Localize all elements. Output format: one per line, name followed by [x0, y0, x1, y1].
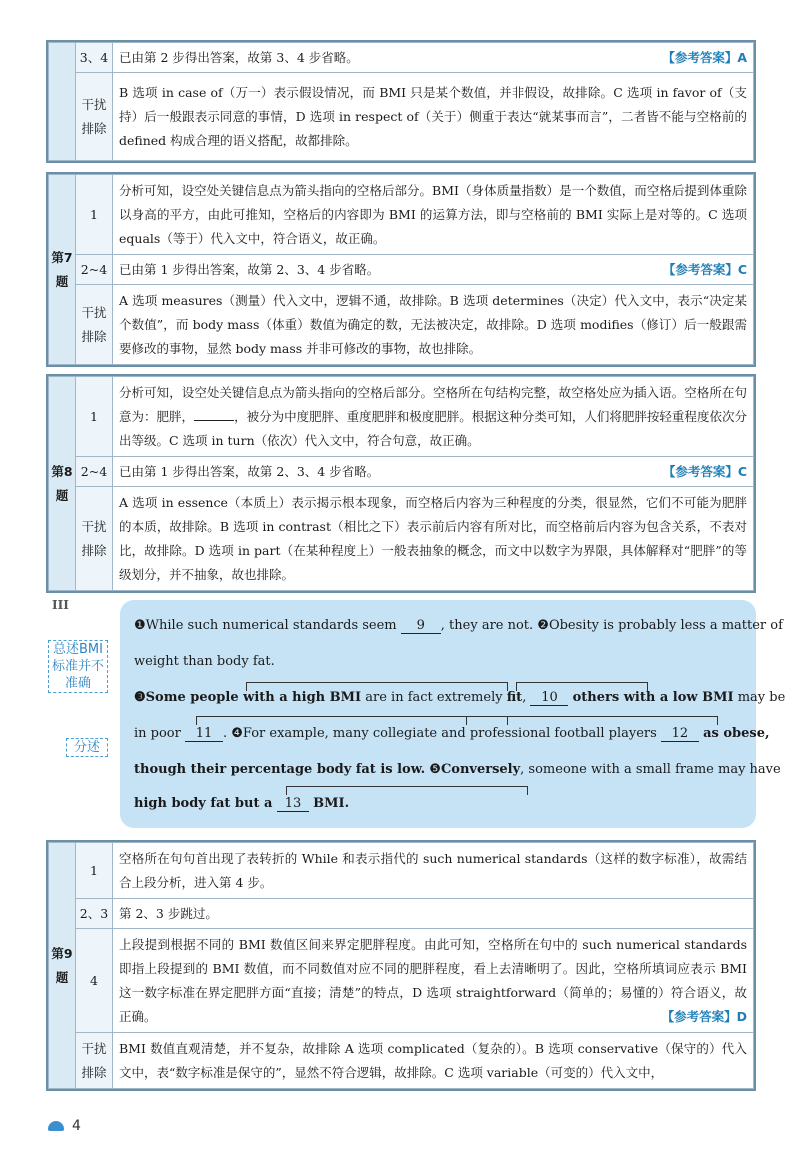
blank-11: 11	[185, 726, 223, 742]
step-text: 【参考答案】A 已由第 2 步得出答案，故第 3、4 步省略。	[113, 43, 754, 73]
step-label: 干扰排除	[76, 285, 113, 365]
step-label: 2~4	[76, 255, 113, 285]
step-text: 分析可知，设空处关键信息点为箭头指向的空格后部分。空格所在句结构完整，故空格处应为插入语。空格所在句意为：肥胖， ，被分为中度肥胖、重度肥胖和极度肥胖。根据这种分类可知，人们将肥胖按轻重程度依次分出等级。C 选项 in turn（依次）代入文中，符合句意，故正确。	[113, 377, 754, 457]
block-q6-tail	[46, 40, 756, 163]
step-label: 2、3	[76, 899, 113, 929]
blank-10: 10	[530, 690, 568, 706]
book-icon	[48, 1121, 64, 1131]
step-text: A 选项 measures（测量）代入文中，逻辑不通，故排除。B 选项 determines（决定）代入文中，表示“决定某个数值”，而 body mass（体重）数值为确定的数，无法被决定，故排除。D 选项 modifies（修订）后一般跟需要修改的事物，显然 body mass 并非可修改的事物，故也排除。	[113, 285, 754, 365]
step-label: 干扰排除	[76, 487, 113, 591]
question-label: 第7题	[49, 175, 76, 365]
blank-12: 12	[661, 726, 699, 742]
blank-13: 13	[277, 796, 309, 812]
step-label: 1	[76, 175, 113, 255]
step-text: 第 2、3 步跳过。	[113, 899, 754, 929]
block-q7	[46, 172, 756, 367]
step-text: BMI 数值直观清楚，并不复杂，故排除 A 选项 complicated（复杂的）。B 选项 conservative（保守的）代入文中，表“数字标准是保守的”，显然不符合逻辑，故排除。C 选项 variable（可变的）代入文中，	[113, 1033, 754, 1089]
arrow-connector	[466, 716, 718, 725]
arrow-connector	[286, 786, 528, 795]
step-label: 4	[76, 929, 113, 1033]
answer-key: 【参考答案】C	[662, 463, 747, 479]
blank-9: 9	[401, 618, 441, 634]
passage-line: high body fat but a 13 BMI.	[134, 796, 350, 811]
answer-blank	[194, 408, 234, 421]
block-q8	[46, 374, 756, 593]
passage-line: weight than body fat.	[134, 654, 275, 669]
step-text: 上段提到根据不同的 BMI 数值区间来界定肥胖程度。由此可知，空格所在句中的 such numerical standards 即指上段提到的 BMI 数值，而不同数值对应不同的肥胖程度，看上去清晰明了。因此，空格所填词应表示 BMI 这一数字标准在界定肥胖方面“直接；清楚”的特点，D 选项 straightforward（简单的；易懂的）符合语义，故正确。 【参考答案】D	[113, 929, 754, 1033]
step-text: 【参考答案】C 已由第 1 步得出答案，故第 2、3、4 步省略。	[113, 457, 754, 487]
step-label: 1	[76, 377, 113, 457]
passage-line: in poor 11 . ❹For example, many collegiate and professional football players 12 as obese,	[134, 726, 770, 741]
detail-tag: 分述	[66, 738, 108, 757]
question-label: 第8题	[49, 377, 76, 591]
passage-line: ❶While such numerical standards seem 9 , they are not. ❷Obesity is probably less a matter of	[134, 618, 783, 633]
summary-tag: 总述BMI标准并不准确	[48, 640, 108, 693]
arrow-connector	[196, 716, 508, 725]
step-label: 2~4	[76, 457, 113, 487]
step-text: 分析可知，设空处关键信息点为箭头指向的空格后部分。BMI（身体质量指数）是一个数值，而空格后提到体重除以身高的平方，由此可推知，空格后的内容即为 BMI 的运算方法，即与空格前的 BMI 实际上是对等的。C 选项 equals（等于）代入文中，符合语义，故正确。	[113, 175, 754, 255]
block-q9	[46, 840, 756, 1091]
page-number: 4	[72, 1118, 81, 1134]
question-label: 第9题	[49, 843, 76, 1089]
step-text: A 选项 in essence（本质上）表示揭示根本现象，而空格后内容为三种程度的分类，很显然，它们不可能为肥胖的本质，故排除。B 选项 in contrast（相比之下）表示前后内容有所对比，而空格前后内容为包含关系，不表对比，故排除。D 选项 in part（在某种程度上）一般表抽象的概念，而文中以数字为界限，具体解释对“肥胖”的等级划分，并不抽象，故也排除。	[113, 487, 754, 591]
passage-line: ❸Some people with a high BMI are in fact extremely fit, 10 others with a low BMI may be	[134, 690, 786, 705]
answer-key: 【参考答案】D	[661, 1008, 747, 1024]
arrow-connector	[246, 682, 508, 691]
question-label	[49, 43, 76, 161]
answer-key: 【参考答案】C	[662, 261, 747, 277]
page-footer	[48, 1118, 81, 1134]
passage-panel	[46, 598, 786, 830]
step-label: 1	[76, 843, 113, 899]
answer-key: 【参考答案】A	[662, 49, 747, 65]
arrow-connector	[516, 682, 648, 691]
step-text: 空格所在句句首出现了表转折的 While 和表示指代的 such numerical standards（这样的数字标准），故需结合上段分析，进入第 4 步。	[113, 843, 754, 899]
step-label: 干扰排除	[76, 73, 113, 161]
passage-line: though their percentage body fat is low. ❺Conversely, someone with a small frame may have	[134, 762, 781, 777]
step-label: 3、4	[76, 43, 113, 73]
step-text: 【参考答案】C 已由第 1 步得出答案，故第 2、3、4 步省略。	[113, 255, 754, 285]
step-label: 干扰排除	[76, 1033, 113, 1089]
step-text: B 选项 in case of（万一）表示假设情况，而 BMI 只是某个数值，并非假设，故排除。C 选项 in favor of（支持）后一般跟表示同意的事情，D 选项 in respect of（关于）侧重于表达“就某事而言”，二者皆不能与空格前的 defined 构成合理的语义搭配，故都排除。	[113, 73, 754, 161]
paragraph-number: III	[52, 598, 69, 612]
